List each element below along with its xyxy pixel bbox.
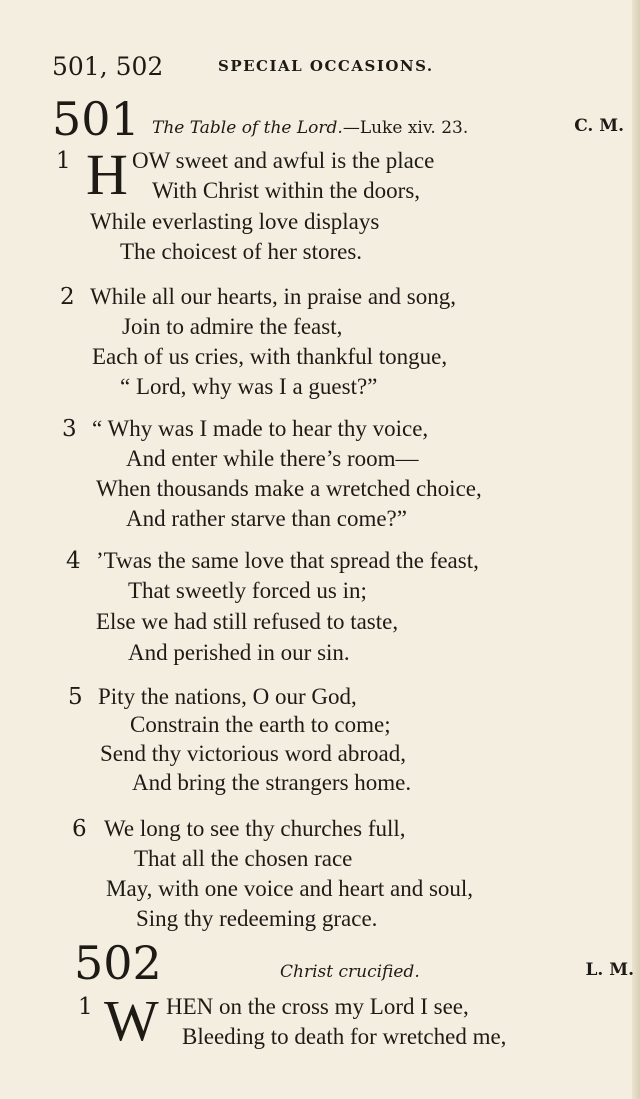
hymn-number: 501: [52, 92, 140, 146]
hymn-meter: C. M.: [574, 116, 624, 136]
section-title: SPECIAL OCCASIONS.: [218, 57, 434, 75]
verse-line: HEN on the cross my Lord I see,: [166, 994, 469, 1019]
hymn-501-header: [52, 92, 624, 146]
verse-line: OW sweet and awful is the place: [132, 148, 435, 173]
verse-line: Sing thy redeeming grace.: [136, 906, 378, 931]
verse-line: Pity the nations, O our God,: [98, 684, 357, 709]
verse-line: Constrain the earth to come;: [130, 712, 391, 737]
verse-line: Send thy victorious word abroad,: [100, 741, 406, 766]
verse-line: And rather starve than come?”: [126, 506, 407, 531]
verse-line: With Christ within the doors,: [152, 178, 421, 203]
stanza-number: 2: [60, 284, 75, 310]
hymn-reference: —Luke xiv. 23.: [342, 118, 469, 138]
verse-line: That all the chosen race: [134, 846, 353, 871]
hymn-title-text: The Table of the Lord.: [152, 118, 343, 138]
running-head: [52, 52, 612, 84]
page-edge: [632, 0, 640, 1099]
hymn-title: [152, 118, 468, 138]
drop-cap: H: [86, 142, 128, 207]
verse-line: Bleeding to death for wretched me,: [182, 1024, 507, 1049]
verse-line: ’Twas the same love that spread the feast,: [96, 548, 479, 573]
verse-line: “ Why was I made to hear thy voice,: [92, 416, 429, 441]
verse-line: We long to see thy churches full,: [104, 816, 406, 841]
verse-line: And bring the strangers home.: [132, 770, 412, 795]
hymn-meter: L. M.: [585, 960, 634, 980]
verse-line: And enter while there’s room—: [126, 446, 419, 471]
verse-line: Join to admire the feast,: [122, 314, 343, 339]
verse-line: The choicest of her stores.: [120, 239, 363, 264]
hymn-502-header: [74, 936, 634, 990]
hymn-title: [280, 962, 420, 982]
stanza-number: 5: [68, 684, 83, 710]
verse-line: May, with one voice and heart and soul,: [106, 876, 474, 901]
stanza-number: 3: [62, 416, 77, 442]
verse-line: And perished in our sin.: [128, 640, 350, 665]
hymn-title-text: Christ crucified.: [280, 962, 420, 982]
verse-line: While all our hearts, in praise and song,: [90, 284, 456, 309]
verse-line: Each of us cries, with thankful tongue,: [92, 344, 448, 369]
verse-line: “ Lord, why was I a guest?”: [120, 374, 378, 399]
hymn-number: 502: [74, 936, 162, 990]
stanza-number: 1: [78, 994, 93, 1020]
stanza-number: 1: [56, 148, 71, 174]
page-numbers: 501, 502: [52, 52, 164, 81]
verse-line: When thousands make a wretched choice,: [96, 476, 482, 501]
stanza-number: 6: [72, 816, 87, 842]
verse-line: Else we had still refused to taste,: [96, 609, 399, 634]
stanza-number: 4: [66, 548, 81, 574]
drop-cap: W: [104, 988, 159, 1053]
verse-line: While everlasting love displays: [90, 209, 380, 234]
verse-line: That sweetly forced us in;: [128, 578, 367, 603]
